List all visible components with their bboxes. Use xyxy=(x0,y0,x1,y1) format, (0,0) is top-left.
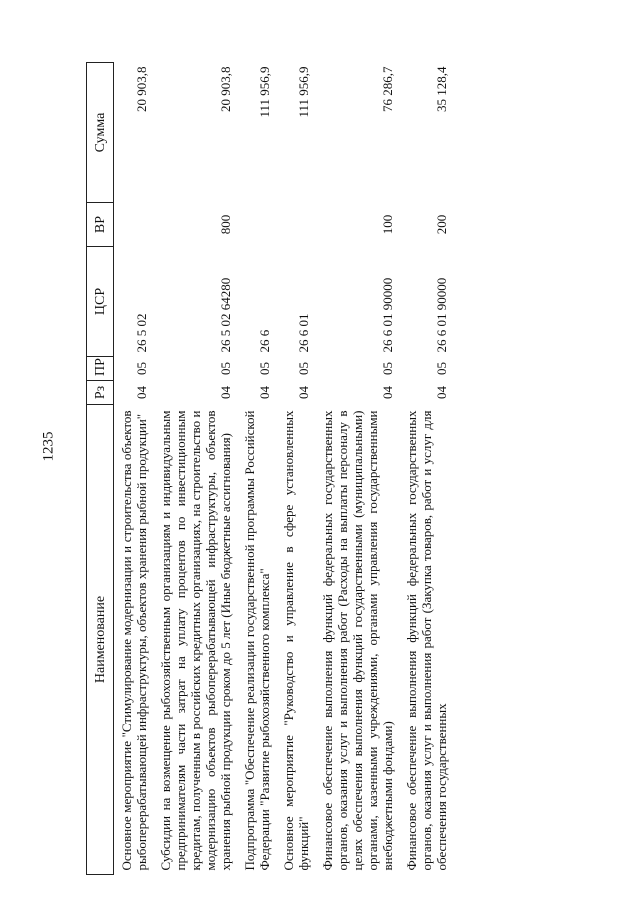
row-sum: 35 128,4 xyxy=(434,66,449,112)
table-row xyxy=(399,63,453,875)
row-rz: 04 xyxy=(134,386,149,399)
row-csr: 26 6 01 xyxy=(296,313,311,353)
row-pr: 05 xyxy=(296,362,311,375)
header-sum: Сумма xyxy=(87,63,114,203)
row-csr: 26 5 02 64280 xyxy=(218,277,233,353)
table-header-row xyxy=(87,63,114,875)
table-row xyxy=(237,63,276,875)
row-name: Подпрограмма "Обеспечение реализации государственной программы Российской Федерации "Развитие рыбохозяйственного комплекса" xyxy=(242,410,272,871)
row-vr: 200 xyxy=(434,214,449,235)
row-rz: 04 xyxy=(434,386,449,399)
header-name: Наименование xyxy=(87,405,114,875)
row-vr xyxy=(276,203,315,247)
row-sum: 111 956,9 xyxy=(257,66,272,118)
row-vr xyxy=(114,203,154,247)
row-pr: 05 xyxy=(257,362,272,375)
table-row xyxy=(114,63,154,875)
row-rz: 04 xyxy=(296,386,311,399)
table-row xyxy=(315,63,399,875)
row-pr: 05 xyxy=(380,362,395,375)
row-name: Финансовое обеспечение выполнения функций федеральных государственных органов, оказания услуг и выполнения работ (Расходы на выплаты персоналу в целях обеспечения выполнения функций государственными (муниципальными) органами, казенными учреждениями, органами управления государственными внебюджетными фондами) xyxy=(320,410,395,871)
table-row xyxy=(153,63,237,875)
row-csr: 26 6 xyxy=(257,329,272,353)
row-rz: 04 xyxy=(257,386,272,399)
row-sum: 20 903,8 xyxy=(218,66,233,112)
header-pr: ПР xyxy=(87,357,114,381)
row-name: Основное мероприятие "Стимулирование модернизации и строительства объектов рыбоперерабатывающей инфраструктуры, объектов хранения рыбной продукции" xyxy=(119,410,149,871)
budget-table xyxy=(86,62,453,875)
row-csr: 26 6 01 90000 xyxy=(434,277,449,353)
row-vr xyxy=(237,203,276,247)
row-sum: 76 286,7 xyxy=(380,66,395,112)
row-pr: 05 xyxy=(134,362,149,375)
row-pr: 05 xyxy=(218,362,233,375)
row-vr: 800 xyxy=(218,214,233,235)
row-vr: 100 xyxy=(380,214,395,235)
table-row xyxy=(276,63,315,875)
page-number: 1235 xyxy=(40,431,57,462)
rotated-table-area xyxy=(86,63,611,875)
row-sum: 111 956,9 xyxy=(296,66,311,118)
header-rz: Рз xyxy=(87,381,114,405)
row-pr: 05 xyxy=(434,362,449,375)
header-csr: ЦСР xyxy=(87,247,114,357)
row-name: Субсидии на возмещение рыбохозяйственным организациям и индивидуальным предпринимателям части затрат на уплату процентов по инвестиционным кредитам, полученным в российских кредитных организациях, на строительство и модернизацию объектов рыбоперерабатывающей инфраструктуры, объектов хранения рыбной продукции сроком до 5 лет (Иные бюджетные ассигнования) xyxy=(158,410,233,871)
row-csr: 26 5 02 xyxy=(134,313,149,353)
header-vr: ВР xyxy=(87,203,114,247)
row-sum: 20 903,8 xyxy=(134,66,149,112)
row-name: Финансовое обеспечение выполнения функций федеральных государственных органов, оказания услуг и выполнения работ (Закупка товаров, работ и услуг для обеспечения государственных xyxy=(404,410,449,871)
row-rz: 04 xyxy=(218,386,233,399)
row-csr: 26 6 01 90000 xyxy=(380,277,395,353)
row-name: Основное мероприятие "Руководство и управление в сфере установленных функций" xyxy=(281,410,311,871)
row-rz: 04 xyxy=(380,386,395,399)
